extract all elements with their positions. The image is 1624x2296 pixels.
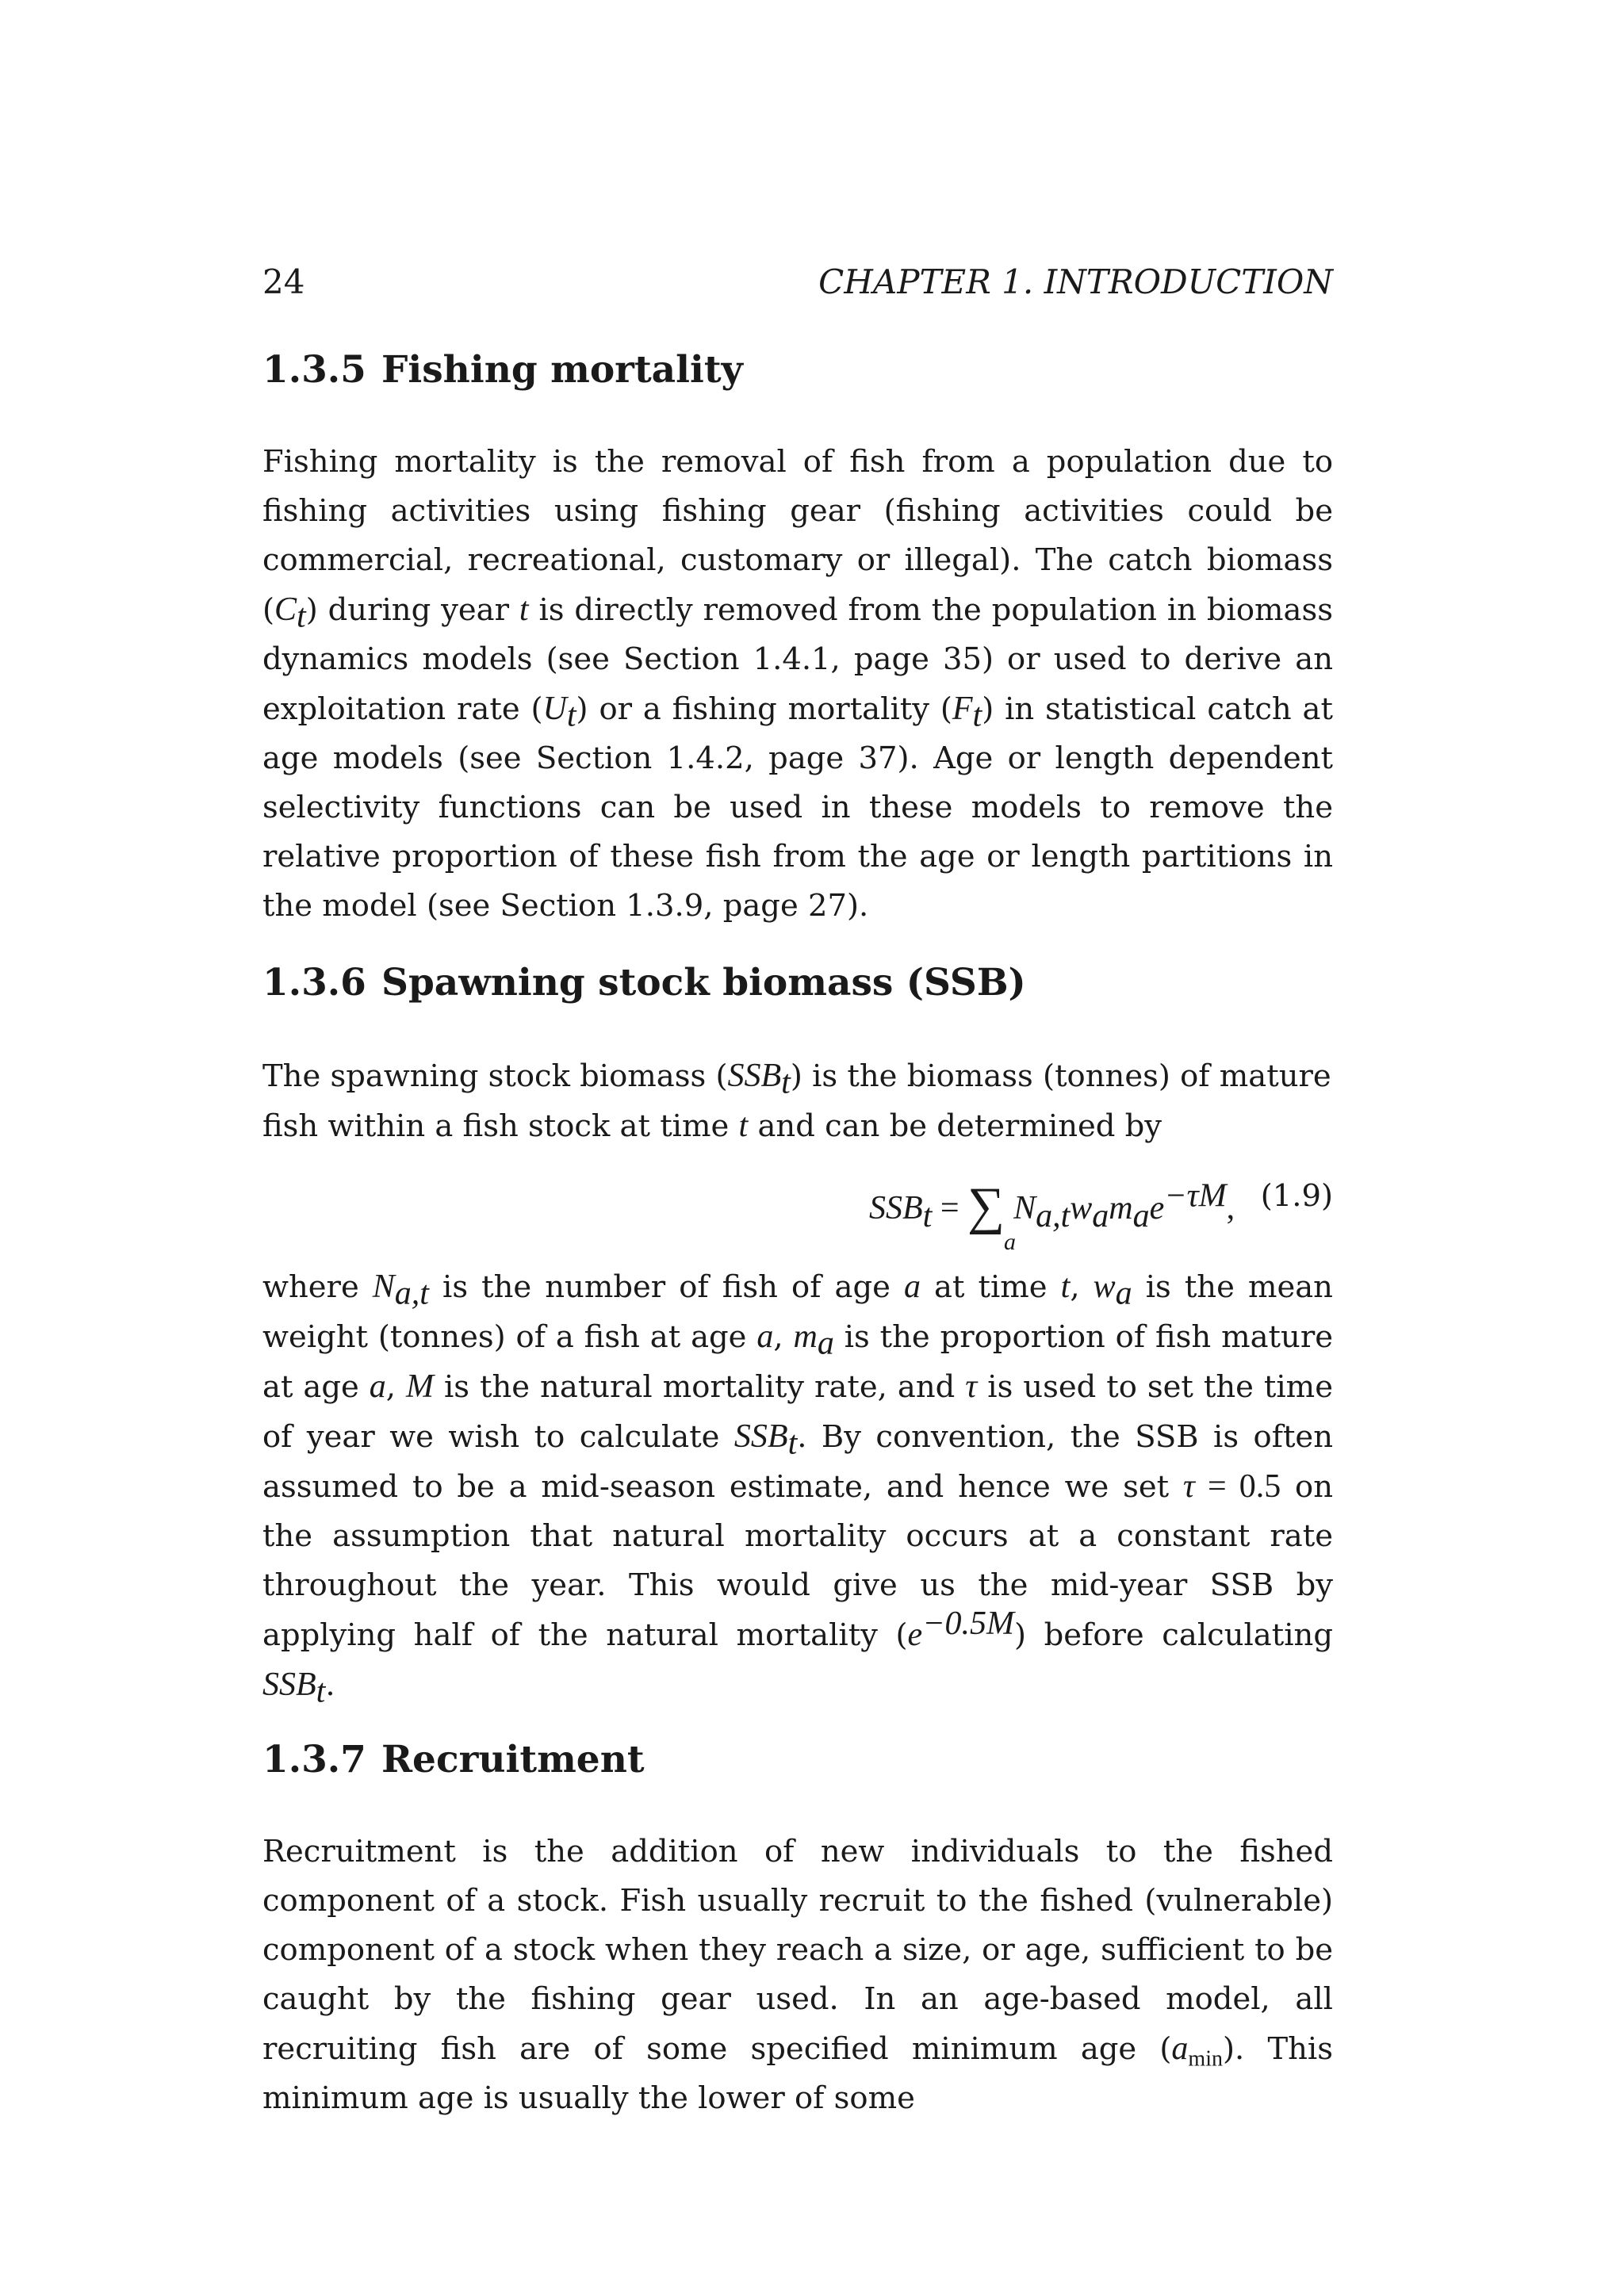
- section-ssb: [262, 959, 1333, 1007]
- section-number: 1.3.6: [262, 961, 366, 1004]
- section-fishing-mortality: [262, 346, 1333, 394]
- section-title: Spawning stock biomass (SSB): [381, 961, 1026, 1004]
- paragraph: where $N_{a,t}$ is the number of fish of age a at time t, $w_a$ is the mean weight (tonnes) of a fish at age a, $m_a$ is the proportion of fish mature at age a, M is the natural mortality rate, and τ is used to set the time of year we wish to calculate $SSB_t$. By convention, the SSB is often assumed to be a mid-season estimate, and hence we set τ = 0.5 on the assumption that natural mortality occurs at a constant rate throughout the year. This would give us the mid-year SSB by applying half of the natural mortality $(e^{-0.5M})$ before calculating $SSB_t$.: [262, 1269, 1334, 1710]
- recruitment-paragraph-block: [262, 1827, 1333, 2123]
- section-heading: [262, 346, 1333, 394]
- summation-index: a: [1004, 1229, 1016, 1255]
- section-heading: [262, 959, 1333, 1007]
- equation-body: $SSB_t$ = ∑ $N_{a,t}w_am_ae^{-\tau M}$, a: [869, 1177, 1235, 1255]
- paragraph: The spawning stock biomass $(SSB_t)$ is the biomass (tonnes) of mature fish within a fish stock at time t and can be determined by: [262, 1058, 1331, 1144]
- summation-symbol: ∑: [967, 1177, 1005, 1235]
- section-heading: [262, 1736, 1333, 1784]
- section-number: 1.3.7: [262, 1738, 366, 1781]
- section-title: Fishing mortality: [381, 348, 743, 392]
- ssb-where-paragraph: [262, 1262, 1333, 1710]
- equation-number: (1.9): [1260, 1178, 1333, 1214]
- equation-1-9: [262, 1172, 1333, 1267]
- chapter-title: CHAPTER 1. INTRODUCTION: [818, 262, 1333, 301]
- section-recruitment: [262, 1736, 1333, 1784]
- section-number: 1.3.5: [262, 348, 366, 392]
- paragraph: Recruitment is the addition of new individuals to the fished component of a stock. Fish usually recruit to the fished (vulnerable) component of a stock when they reach a size, or age, sufficient to be caught by the fishing gear used. In an age-based model, all recruiting fish are of some specified minimum age $(a_{min})$. This minimum age is usually the lower of some: [262, 1834, 1333, 2116]
- ssb-intro-paragraph: [262, 1051, 1333, 1151]
- fishing-mortality-paragraph-block: [262, 438, 1333, 931]
- page-number: 24: [262, 262, 305, 301]
- section-title: Recruitment: [381, 1738, 645, 1781]
- paragraph: Fishing mortality is the removal of fish from a population due to fishing activities using fishing gear (fishing activities could be commercial, recreational, customary or illegal). The catch biomass $(C_t)$ during year t is directly removed from the population in biomass dynamics models (see Section 1.4.1, page 35) or used to derive an exploitation rate $(U_t)$ or a fishing mortality $(F_t)$ in statistical catch at age models (see Section 1.4.2, page 37). Age or length dependent selectivity functions can be used in these models to remove the relative proportion of these fish from the age or length partitions in the model (see Section 1.3.9, page 27).: [262, 444, 1333, 924]
